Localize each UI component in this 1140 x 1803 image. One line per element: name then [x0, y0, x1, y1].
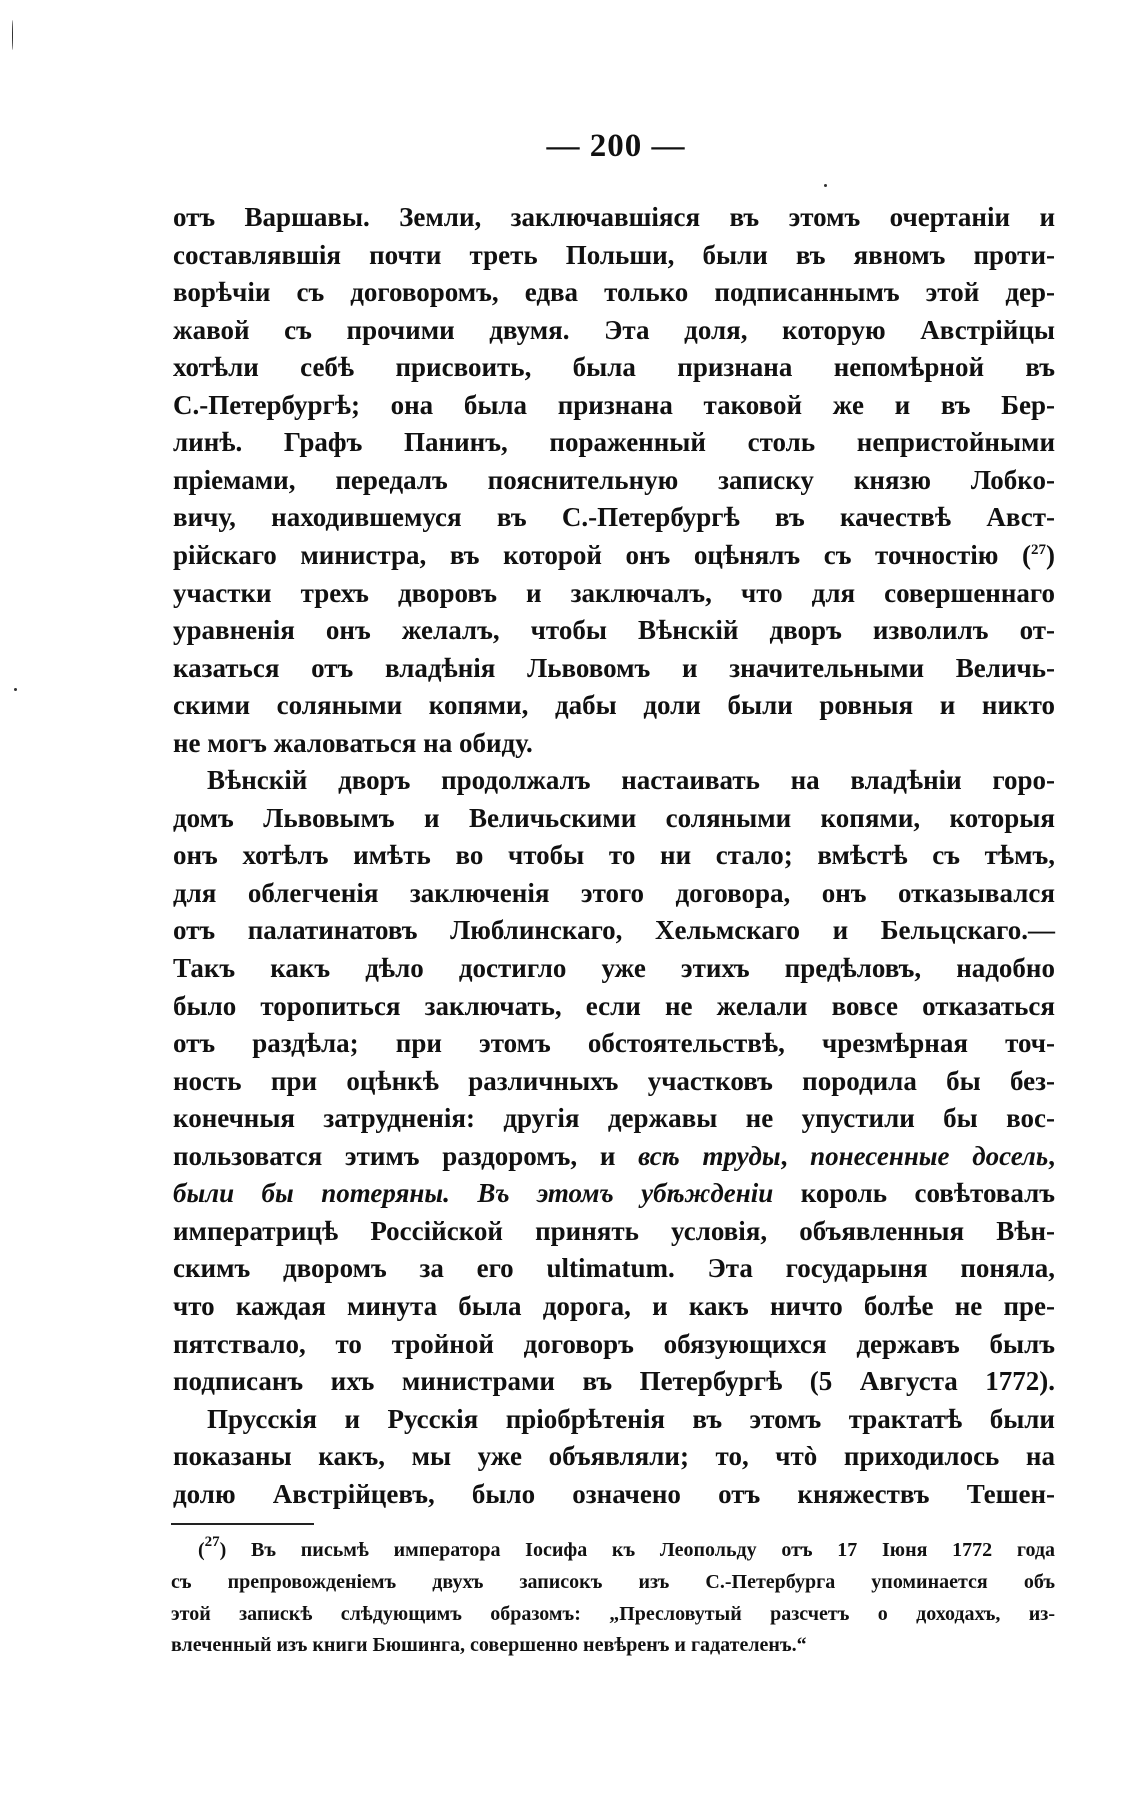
text-run: Такъ какъ дѣло достигло уже этихъ предѣловъ, надобно: [173, 953, 1055, 983]
text-run: составлявшія почти треть Польши, были въ явномъ проти-: [173, 239, 1055, 270]
text-line: [207, 761, 1055, 799]
text-run: казаться отъ владѣнія Львовомъ и значительными Величь-: [173, 652, 1055, 683]
text-run: этой запискѣ слѣдующимъ образомъ: „Пресловутый разсчетъ о доходахъ, из-: [171, 1602, 1055, 1625]
text-run: ,: [780, 1140, 811, 1171]
scan-speck: [824, 184, 827, 187]
footnote-line: [198, 1534, 1055, 1566]
text-run: ,: [1048, 1140, 1055, 1171]
text-run: съ препровожденіемъ двухъ записокъ изъ С.-Петербурга упоминается объ: [171, 1570, 1055, 1593]
text-line: [173, 686, 1055, 724]
text-line: [173, 536, 1055, 574]
text-run: скими соляными копями, дабы доли были ровныя и никто: [173, 690, 1055, 721]
text-line: [173, 1475, 1055, 1513]
text-line: [173, 1062, 1055, 1100]
footnote-reference: 27: [204, 1534, 220, 1550]
text-run: участки трехъ дворовъ и заключалъ, что для совершеннаго: [173, 577, 1055, 608]
text-line: [173, 1099, 1055, 1137]
text-run: отъ Варшавы. Земли, заключавшіяся въ этомъ очертаніи и: [173, 202, 1055, 232]
text-line: [173, 1137, 1055, 1175]
text-run: уравненія онъ желалъ, чтобы Вѣнскій дворъ изволилъ от-: [173, 615, 1055, 646]
text-line: [173, 649, 1055, 687]
text-run: онъ хотѣлъ имѣть во чтобы то ни стало; вмѣстѣ съ тѣмъ,: [173, 840, 1055, 871]
text-run: пріемами, передалъ пояснительную записку князю Лобко-: [173, 464, 1055, 495]
text-run: скимъ дворомъ за его ultimatum. Эта государыня поняла,: [173, 1253, 1055, 1284]
text-line: [173, 799, 1055, 837]
text-line: [173, 1024, 1055, 1062]
text-run: Прусскія и Русскія пріобрѣтенія въ этомъ трактатѣ были: [207, 1403, 1055, 1434]
text-run: ность при оцѣнкѣ различныхъ участковъ породила бы без-: [173, 1065, 1055, 1096]
text-run: не могъ жаловаться на обиду.: [173, 727, 533, 758]
text-run: показаны какъ, мы уже объявляли; то, чтò приходилось на: [173, 1441, 1055, 1472]
footnote-line: [171, 1566, 1055, 1598]
text-run: конечныя затрудненія: другія державы не упустили бы вос-: [173, 1103, 1055, 1134]
text-run: домъ Львовымъ и Величьскими соляными копями, которыя: [173, 802, 1055, 833]
italic-text: всѣ труды: [638, 1140, 781, 1171]
text-run: ) Въ письмѣ императора Іосифа къ Леопольду отъ 17 Іюня 1772 года: [219, 1539, 1055, 1561]
text-run: для облегченія заключенія этого договора, онъ отказывался: [173, 877, 1055, 908]
text-line: [173, 874, 1055, 912]
text-line: [173, 1325, 1055, 1363]
text-run: (: [198, 1539, 205, 1561]
page-number: — 200 —: [546, 128, 686, 164]
text-line: [173, 1212, 1055, 1250]
text-run: король совѣтовалъ: [773, 1178, 1055, 1209]
text-line: [173, 911, 1055, 949]
text-line: [173, 273, 1055, 311]
text-run: долю Австрійцевъ, было означено отъ княжествъ Тешен-: [173, 1478, 1055, 1509]
footnote-divider: [171, 1523, 314, 1525]
text-line: [173, 987, 1055, 1025]
text-line: [173, 348, 1055, 386]
text-run: подписанъ ихъ министрами въ Петербургѣ (5 Августа 1772).: [173, 1366, 1055, 1397]
text-run: ): [1046, 539, 1055, 570]
footnote-reference: 27: [1031, 541, 1046, 558]
text-line: [173, 236, 1055, 274]
scan-edge-mark: [12, 20, 13, 50]
text-run: отъ палатинатовъ Люблинскаго, Хельмскаго и Бельцскаго.—: [173, 915, 1055, 946]
text-line: [173, 423, 1055, 461]
footnote-line: [171, 1629, 1055, 1661]
text-line: [207, 1400, 1055, 1438]
italic-text: понесенные досель: [810, 1140, 1049, 1171]
text-run: рійскаго министра, въ которой онъ оцѣнялъ съ точностію (: [173, 539, 1031, 570]
text-line: [173, 949, 1055, 987]
footnote-line: [171, 1598, 1055, 1630]
text-run: влеченный изъ книги Бюшинга, совершенно невѣренъ и гадателенъ.“: [171, 1634, 807, 1657]
text-run: было торопиться заключать, если не желали вовсе отказаться: [173, 990, 1055, 1021]
text-run: отъ раздѣла; при этомъ обстоятельствѣ, чрезмѣрная точ-: [173, 1028, 1055, 1059]
text-line: [173, 386, 1055, 424]
text-line: [173, 611, 1055, 649]
text-run: вичу, находившемуся въ С.-Петербургѣ въ качествѣ Авст-: [173, 502, 1055, 533]
text-run: пятствало, то тройной договоръ обязующихся державъ былъ: [173, 1328, 1055, 1359]
text-line: [173, 198, 1055, 236]
text-run: Вѣнскій дворъ продолжалъ настаивать на владѣніи горо-: [207, 765, 1055, 796]
text-run: хотѣли себѣ присвоить, была признана непомѣрной въ: [173, 352, 1055, 383]
text-run: императрицѣ Россійской принять условія, объявленныя Вѣн-: [173, 1215, 1055, 1246]
text-line: [173, 498, 1055, 536]
text-line: [173, 574, 1055, 612]
text-run: линѣ. Графъ Панинъ, пораженный столь непристойными: [173, 427, 1055, 458]
text-line: [173, 461, 1055, 499]
text-line: [173, 724, 1055, 762]
text-run: что каждая минута была дорога, и какъ ничто болѣе не пре-: [173, 1290, 1055, 1321]
text-run: пользоватся этимъ раздоромъ, и: [173, 1140, 639, 1171]
text-line: [173, 1249, 1055, 1287]
text-line: [173, 1362, 1055, 1400]
text-line: [173, 1287, 1055, 1325]
text-line: [173, 311, 1055, 349]
text-line: [173, 1437, 1055, 1475]
text-line: [173, 836, 1055, 874]
text-line: [173, 1174, 1055, 1212]
text-run: жавой съ прочими двумя. Эта доля, которую Австрійцы: [173, 314, 1055, 345]
text-run: ворѣчіи съ договоромъ, едва только подписаннымъ этой дер-: [173, 277, 1055, 308]
scan-speck: [14, 688, 17, 691]
italic-text: были бы потеряны. Въ этомъ убѣжденіи: [173, 1178, 774, 1209]
text-run: С.-Петербургѣ; она была признана таковой же и въ Бер-: [173, 389, 1055, 420]
